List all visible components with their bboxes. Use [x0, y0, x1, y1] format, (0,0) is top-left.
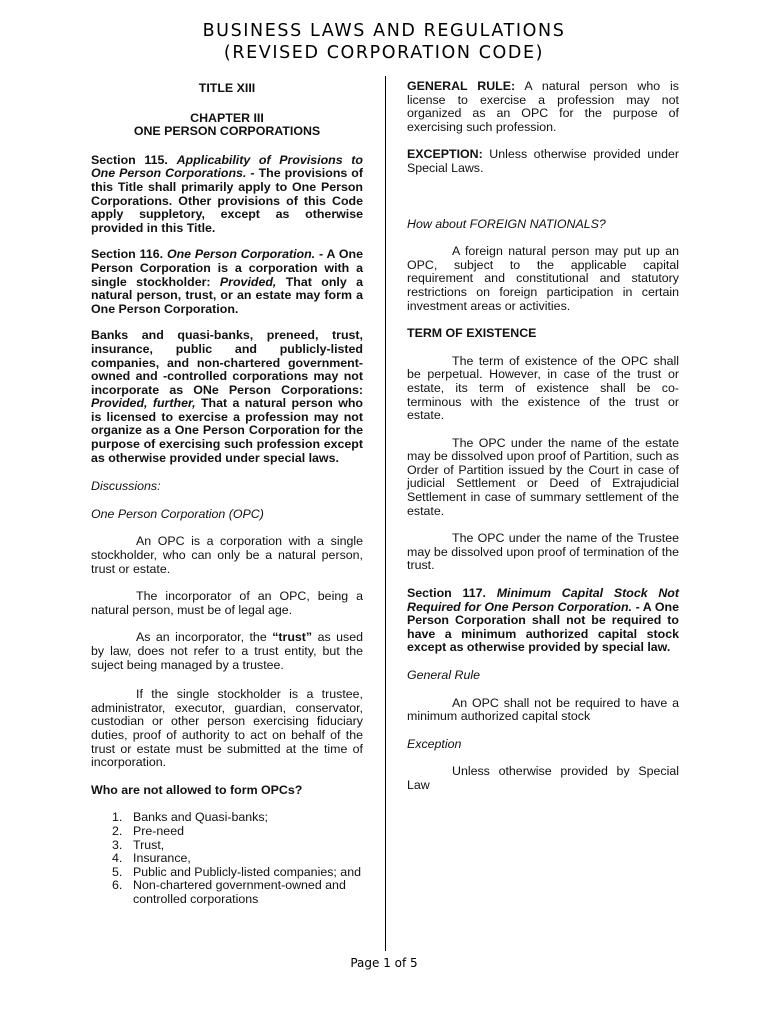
foreign-nationals-body: A foreign natural person may put up an OPC, subject to the applicable capital requirement and constitutional and statutory restrictions on foreign participation in certain investment areas or activities.: [407, 244, 679, 313]
general-rule-label: GENERAL RULE:: [407, 79, 516, 93]
section-115-title: Applicability of Provisions to One Person Corporations.: [91, 152, 363, 181]
trust-paragraph: [91, 631, 363, 672]
section-116-body-b: That only a natural person, trust, or an estate may form a One Person Corporation.: [91, 274, 363, 316]
trust-term: “trust”: [272, 630, 313, 645]
list-item-text: Non-chartered government-owned and controlled corporations: [133, 878, 346, 906]
general-rule-body: A natural person who is license to exercise a profession may not organized as an OPC for the purpose of exercising such profession.: [407, 79, 680, 134]
foreign-nationals-heading: How about FOREIGN NATIONALS?: [407, 216, 606, 231]
exception-label: EXCEPTION:: [407, 147, 483, 162]
term-paragraph-3: The OPC under the name of the Trustee may be dissolved upon proof of termination of the trust.: [407, 531, 679, 573]
term-paragraph-1: The term of existence of the OPC shall be perpetual. However, in case of the trust or estate, its term of existence shall be co-terminous with the existence of the trust or estate.: [407, 353, 679, 423]
general-rule-heading: General Rule: [407, 668, 481, 682]
section-116-label: Section 116.: [91, 247, 164, 262]
single-stockholder-paragraph: If the single stockholder is a trustee, administrator, executor, guardian, conservator, custodian or other person exercising fiduciary duties, proof of authority to act on behalf of the trust or estate must be submitted at the time of incorporation.: [91, 687, 363, 770]
discussions-heading: Discussions:: [91, 479, 161, 494]
banks-paragraph: [91, 329, 363, 465]
list-item-text: Banks and Quasi-banks;: [133, 810, 268, 825]
document-subtitle: (REVISED CORPORATION CODE): [223, 43, 545, 63]
list-item-number: 6.: [112, 878, 123, 893]
document-title: BUSINESS LAWS AND REGULATIONS: [202, 21, 566, 41]
section-117-body: - A One Person Corporation shall not be required to have a minimum authorized capital stock except as otherwise provided by special law.: [407, 599, 679, 655]
trust-text-c: as used by law, does not refer to a trust entity, but the suject being managed by a trustee.: [91, 630, 363, 672]
banks-provided: Provided, further,: [91, 396, 196, 411]
left-column: [91, 80, 363, 907]
opc-heading: One Person Corporation (OPC): [91, 506, 264, 521]
section-115: [91, 154, 363, 236]
column-divider: [385, 76, 386, 951]
list-item-text: Pre-need: [133, 823, 184, 838]
section-116-title: One Person Corporation.: [166, 247, 316, 262]
section-117-label: Section 117.: [407, 586, 486, 601]
general-rule-text: An OPC shall not be required to have a minimum authorized capital stock: [407, 695, 679, 724]
list-item: [112, 879, 363, 906]
opc-definition: An OPC is a corporation with a single stockholder, who can only be a natural person, trust or estate.: [91, 534, 363, 576]
list-item-number: 3.: [112, 837, 123, 852]
section-116-provided: Provided,: [219, 274, 277, 289]
not-allowed-list: [112, 811, 363, 906]
list-item-number: 4.: [112, 851, 123, 866]
term-of-existence-heading: TERM OF EXISTENCE: [407, 326, 537, 341]
list-item-number: 1.: [112, 810, 123, 825]
list-item: [112, 811, 363, 825]
chapter-heading: CHAPTER III: [190, 110, 264, 125]
title-heading: TITLE XIII: [198, 81, 256, 95]
list-item: [112, 825, 363, 839]
incorporator-paragraph: The incorporator of an OPC, being a natural person, must be of legal age.: [91, 589, 363, 617]
section-115-label: Section 115.: [91, 152, 168, 167]
right-column: [407, 80, 679, 793]
list-item-number: 5.: [112, 864, 123, 879]
banks-text-a: Banks and quasi-banks, preneed, trust, insurance, public and publicly-listed companies, and non-chartered government-owned and -controlled corporations may not incorporate as ONe Person Corporations:: [91, 328, 363, 397]
general-rule-paragraph: [407, 80, 679, 134]
section-117-title: Minimum Capital Stock Not Required for One Person Corporation.: [407, 586, 679, 614]
list-item-number: 2.: [112, 823, 123, 838]
list-item: [112, 852, 363, 866]
list-item: [112, 866, 363, 880]
document-header: [0, 20, 768, 64]
list-item-text: Insurance,: [133, 851, 191, 866]
banks-text-b: That a natural person who is licensed to exercise a profession may not organize as a One Person Corporation for the purpose of exercising such profession except as otherwise provided under special laws.: [91, 396, 363, 465]
chapter-name: ONE PERSON CORPORATIONS: [133, 124, 321, 139]
term-paragraph-2: The OPC under the name of the estate may be dissolved upon proof of Partition, such as Order of Partition issued by the Court in case of judicial Settlement or Deed of Extrajudicial Settlement in case of summary settlement of the estate.: [407, 435, 679, 518]
section-117: [407, 587, 679, 655]
exception-body: Unless otherwise provided under Special Laws.: [407, 147, 679, 175]
page-number: Page 1 of 5: [350, 956, 418, 970]
exception-paragraph: [407, 148, 679, 175]
list-item-text: Public and Publicly-listed companies; and: [133, 864, 361, 879]
exception-heading: Exception: [407, 736, 462, 751]
not-allowed-heading: Who are not allowed to form OPCs?: [91, 782, 303, 797]
exception-text: Unless otherwise provided by Special Law: [407, 764, 679, 792]
trust-text-a: As an incorporator, the: [136, 630, 273, 645]
section-115-body: - The provisions of this Title shall primarily apply to One Person Corporations. Other provisions of this Code apply suppletory, except as otherwise provided in this Title.: [91, 166, 363, 235]
list-item: [112, 839, 363, 853]
section-116-body-a: - A One Person Corporation is a corporation with a single stockholder:: [91, 247, 363, 289]
list-item-text: Trust,: [133, 837, 165, 852]
section-116: [91, 248, 363, 316]
